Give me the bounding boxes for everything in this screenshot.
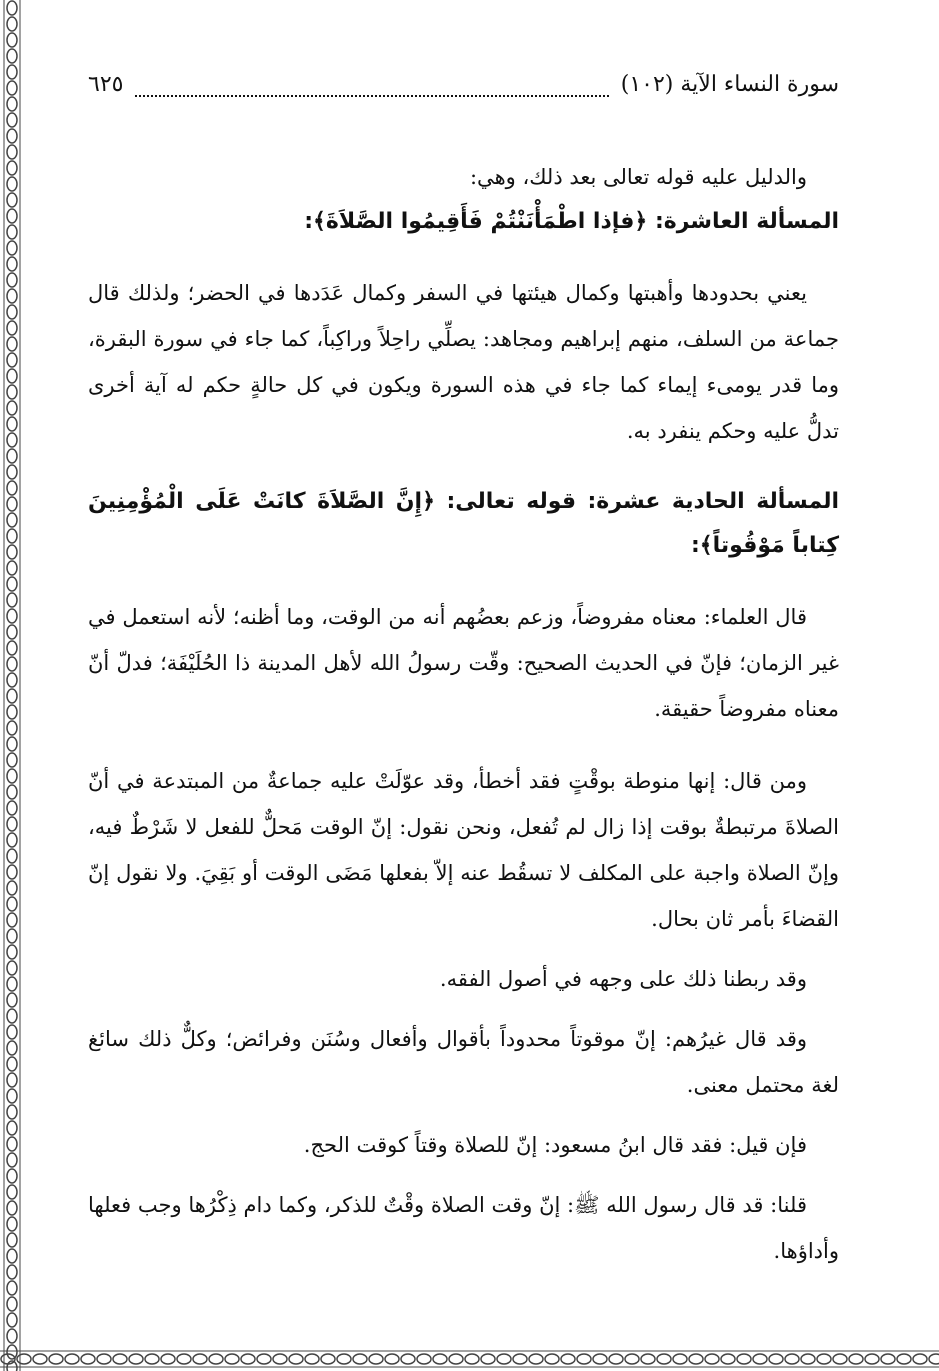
section-heading: المسألة الحادية عشرة: قوله تعالى: ﴿إِنَّ الصَّلاَةَ كانَتْ عَلَى الْمُؤْمِنِينَ كِتاباً مَوْقُوتاً﴾:: [88, 489, 839, 558]
page-number: ٦٢٥: [88, 72, 124, 97]
paragraph: قلنا: قد قال رسول الله ﷺ: إنّ وقت الصلاة وقْتٌ للذكر، وكما دام ذِكْرُها وجب فعلها وأداؤها.: [88, 1193, 839, 1263]
paragraph: قال العلماء: معناه مفروضاً، وزعم بعضُهم أنه من الوقت، وما أظنه؛ لأنه استعمل في غير الزمان؛ فإنّ في الحديث الصحيح: وقّت رسولُ الله لأهل المدينة ذا الحُلَيْفَة؛ فدلّ أنّ معناه مفروضاً حقيقة.: [88, 605, 839, 721]
page-content: [88, 60, 839, 1311]
running-header: [88, 70, 839, 100]
decorative-border-bottom: [0, 1347, 939, 1371]
paragraph: فإن قيل: فقد قال ابنُ مسعود: إنّ للصلاة وقتاً كوقت الحج.: [303, 1133, 807, 1157]
section-heading: المسألة العاشرة: ﴿فإذا اطْمَأْنَنْتُمْ فَأَقِيمُوا الصَّلاَةَ﴾:: [304, 209, 839, 234]
surah-title: سورة النساء الآية (١٠٢): [620, 72, 839, 97]
paragraph: وقد ربطنا ذلك على وجهه في أصول الفقه.: [439, 967, 807, 991]
leader-dots: [135, 83, 608, 97]
paragraph: يعني بحدودها وأهبتها وكمال هيئتها في السفر وكمال عَدَدها في الحضر؛ ولذلك قال جماعة من السلف، منهم إبراهيم ومجاهد: يصلِّي راحِلاً وراكِباً، كما جاء في سورة البقرة، وما قدر يومىء إيماء كما جاء في هذه السورة ويكون في كل حالةٍ حكم له آية أخرى تدلُّ عليه وحكم ينفرد به.: [88, 281, 839, 443]
paragraph: ومن قال: إنها منوطة بوقْتٍ فقد أخطأ، وقد عوّلَتْ عليه جماعةٌ من المبتدعة في أنّ الصلاةَ مرتبطةٌ بوقت إذا زال لم تُفعل، ونحن نقول: إنّ الوقت مَحلٌّ للفعل لا شَرْطٌ فيه، وإنّ الصلاة واجبة على المكلف لا تسقُط عنه إلاّ بفعلها مَضَى الوقت أو بَقِيَ. ولا نقول إنّ القضاءَ بأمر ثان بحال.: [88, 769, 839, 931]
paragraph: وقد قال غيرُهم: إنّ موقوتاً محدوداً بأقوال وأفعال وسُنَن وفرائض؛ وكلٌّ ذلك سائغ لغة محتمل معنى.: [88, 1027, 839, 1097]
paragraph: والدليل عليه قوله تعالى بعد ذلك، وهي:: [469, 165, 807, 189]
decorative-border-left: [0, 0, 24, 1371]
